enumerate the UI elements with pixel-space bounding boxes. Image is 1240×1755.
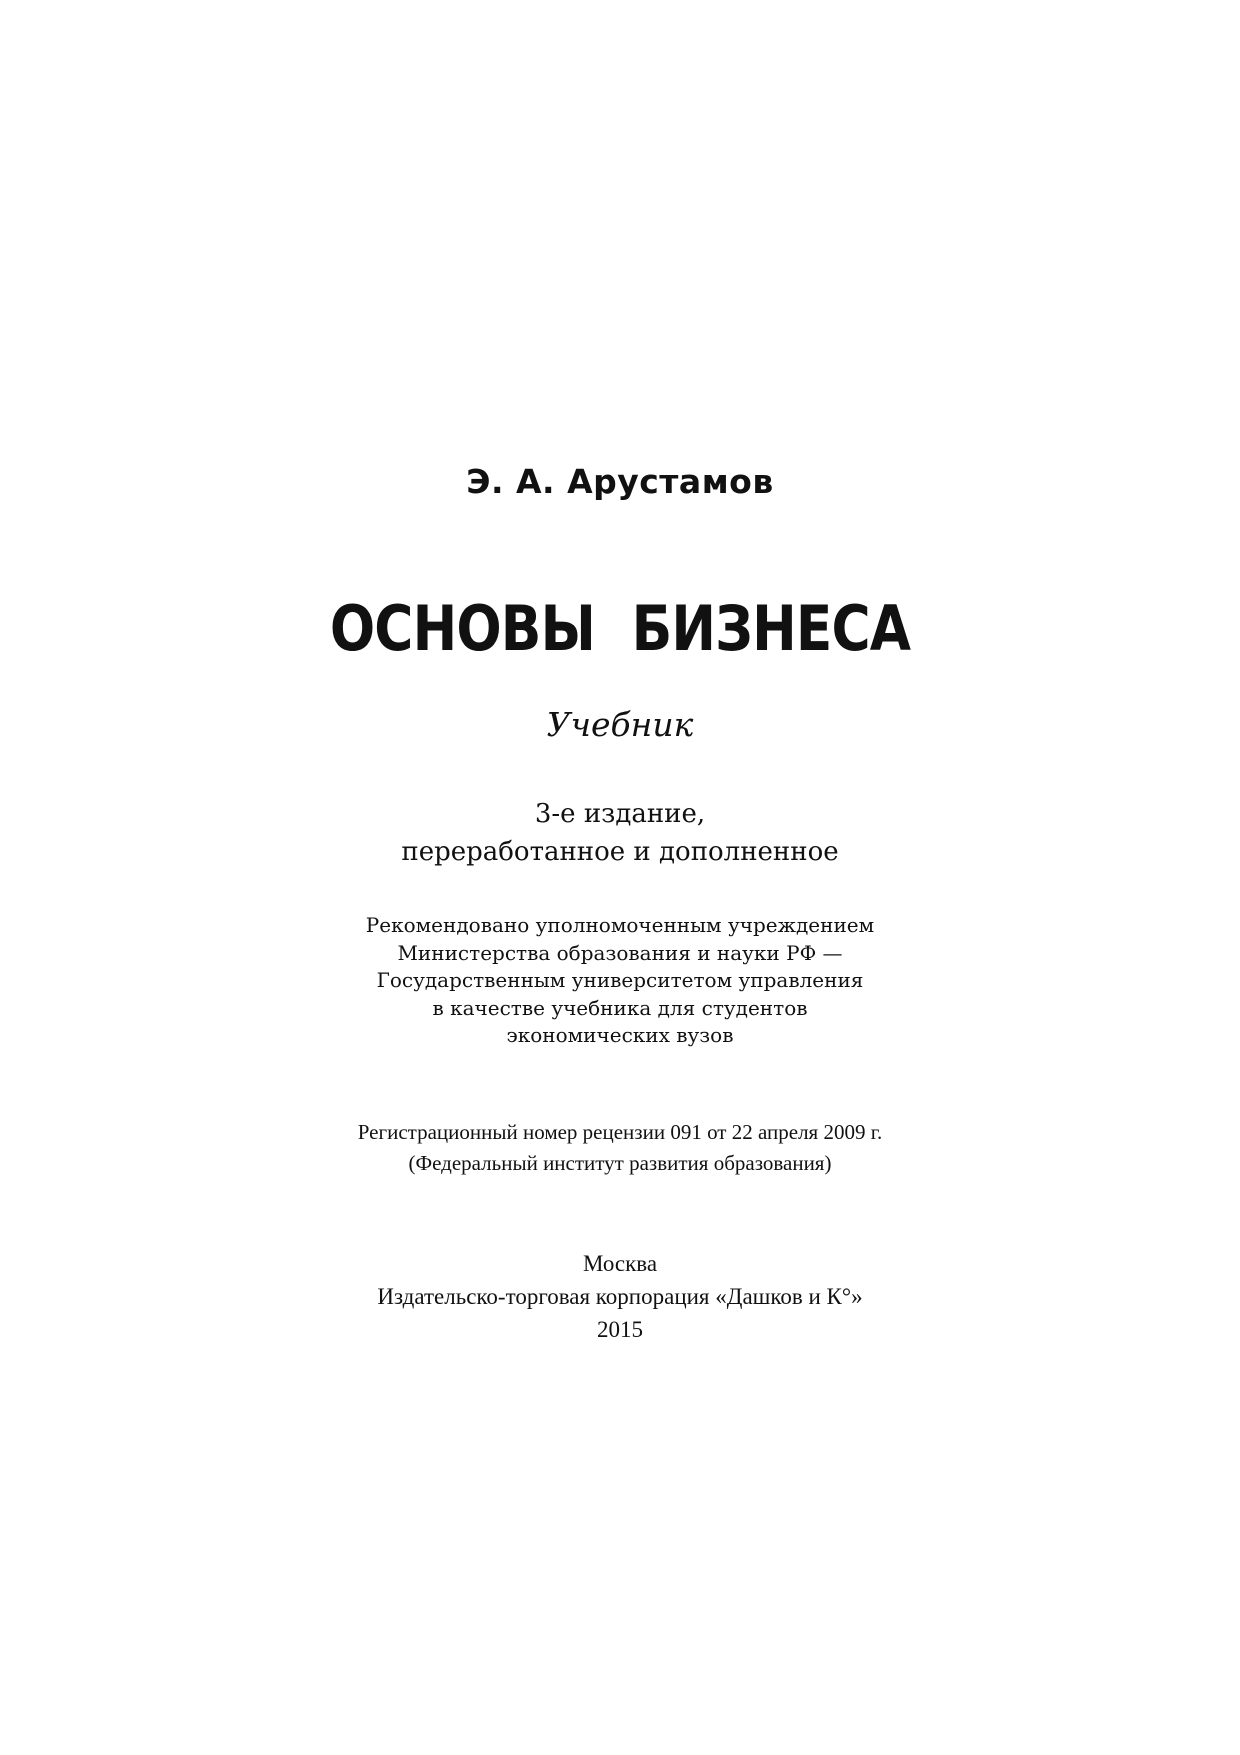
registration-line: (Федеральный институт развития образования) xyxy=(408,1151,832,1175)
registration-note xyxy=(0,1117,1240,1179)
recommendation-line: в качестве учебника для студентов xyxy=(432,995,808,1020)
publisher-name: Издательско-торговая корпорация «Дашков и К°» xyxy=(377,1284,863,1309)
recommendation-note xyxy=(0,912,1240,1050)
recommendation-line: экономических вузов xyxy=(506,1023,734,1047)
publication-year: 2015 xyxy=(597,1317,643,1342)
edition-info xyxy=(0,795,1240,871)
edition-line: 3-е издание, xyxy=(534,799,706,829)
recommendation-line: Министерства образования и науки РФ — xyxy=(397,940,843,965)
author-name: Э. А. Арустамов xyxy=(466,462,774,501)
recommendation-line: Государственным университетом управления xyxy=(376,968,864,992)
registration-line: Регистрационный номер рецензии 091 от 22 апреля 2009 г. xyxy=(357,1120,883,1144)
recommendation-line: Рекомендовано уполномоченным учреждением xyxy=(365,913,875,937)
book-subtitle: Учебник xyxy=(546,705,694,744)
publisher-city: Москва xyxy=(582,1251,658,1276)
edition-line: переработанное и дополненное xyxy=(401,837,839,867)
publisher-info xyxy=(0,1247,1240,1346)
book-title: ОСНОВЫ БИЗНЕСА xyxy=(329,592,911,665)
